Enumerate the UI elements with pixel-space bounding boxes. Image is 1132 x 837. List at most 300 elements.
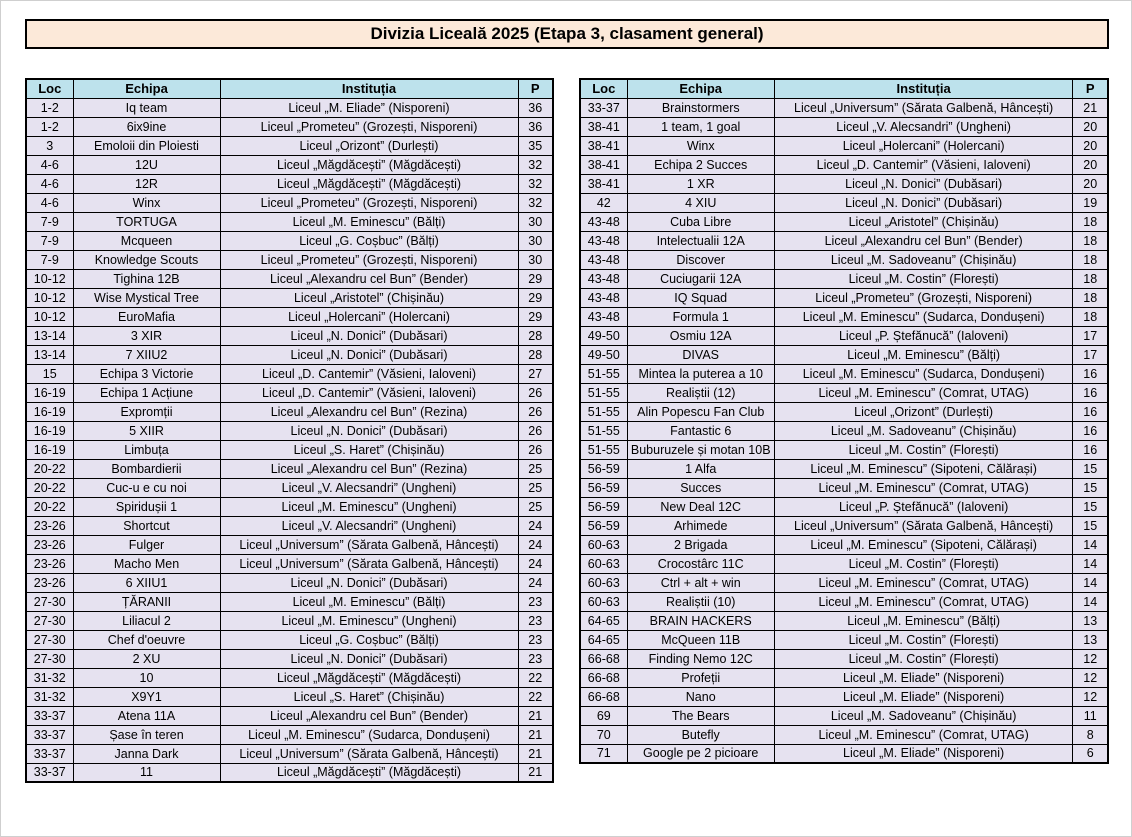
cell-loc: 27-30 bbox=[26, 592, 73, 611]
cell-p: 25 bbox=[518, 459, 553, 478]
table-row bbox=[26, 573, 553, 592]
cell-p: 14 bbox=[1073, 592, 1108, 611]
cell-p: 8 bbox=[1073, 725, 1108, 744]
cell-institutia: Liceul „Măgdăcești” (Măgdăcești) bbox=[220, 174, 518, 193]
cell-loc: 33-37 bbox=[26, 763, 73, 782]
cell-loc: 13-14 bbox=[26, 345, 73, 364]
cell-echipa: Fulger bbox=[73, 535, 220, 554]
cell-loc: 7-9 bbox=[26, 250, 73, 269]
cell-echipa: 5 XIIR bbox=[73, 421, 220, 440]
cell-loc: 1-2 bbox=[26, 98, 73, 117]
cell-p: 18 bbox=[1073, 269, 1108, 288]
cell-loc: 38-41 bbox=[580, 117, 627, 136]
cell-institutia: Liceul „V. Alecsandri” (Ungheni) bbox=[220, 478, 518, 497]
table-row bbox=[26, 668, 553, 687]
cell-p: 25 bbox=[518, 478, 553, 497]
cell-echipa: Cuba Libre bbox=[627, 212, 774, 231]
cell-echipa: Expromții bbox=[73, 402, 220, 421]
cell-loc: 13-14 bbox=[26, 326, 73, 345]
cell-institutia: Liceul „Măgdăcești” (Măgdăcești) bbox=[220, 155, 518, 174]
cell-p: 36 bbox=[518, 98, 553, 117]
cell-p: 18 bbox=[1073, 307, 1108, 326]
table-row bbox=[580, 573, 1108, 592]
table-row bbox=[580, 250, 1108, 269]
cell-echipa: Macho Men bbox=[73, 554, 220, 573]
cell-echipa: DIVAS bbox=[627, 345, 774, 364]
cell-echipa: Winx bbox=[627, 136, 774, 155]
cell-loc: 27-30 bbox=[26, 611, 73, 630]
cell-institutia: Liceul „P. Ștefănucă” (Ialoveni) bbox=[774, 497, 1073, 516]
cell-p: 21 bbox=[518, 744, 553, 763]
cell-echipa: Nano bbox=[627, 687, 774, 706]
cell-institutia: Liceul „M. Sadoveanu” (Chișinău) bbox=[774, 706, 1073, 725]
cell-p: 16 bbox=[1073, 402, 1108, 421]
cell-institutia: Liceul „Măgdăcești” (Măgdăcești) bbox=[220, 668, 518, 687]
cell-loc: 15 bbox=[26, 364, 73, 383]
table-row bbox=[26, 554, 553, 573]
table-row bbox=[580, 212, 1108, 231]
cell-echipa: Arhimede bbox=[627, 516, 774, 535]
cell-p: 17 bbox=[1073, 326, 1108, 345]
table-row bbox=[26, 174, 553, 193]
table-row bbox=[580, 402, 1108, 421]
cell-loc: 66-68 bbox=[580, 649, 627, 668]
cell-loc: 56-59 bbox=[580, 497, 627, 516]
cell-p: 22 bbox=[518, 687, 553, 706]
cell-institutia: Liceul „G. Coșbuc” (Bălți) bbox=[220, 630, 518, 649]
cell-institutia: Liceul „M. Eliade” (Nisporeni) bbox=[774, 687, 1073, 706]
cell-echipa: Google pe 2 picioare bbox=[627, 744, 774, 763]
table-row bbox=[580, 307, 1108, 326]
cell-institutia: Liceul „M. Eminescu” (Comrat, UTAG) bbox=[774, 573, 1073, 592]
cell-p: 24 bbox=[518, 554, 553, 573]
cell-loc: 16-19 bbox=[26, 383, 73, 402]
table-row bbox=[580, 497, 1108, 516]
cell-institutia: Liceul „Universum” (Sărata Galbenă, Hâncești) bbox=[220, 554, 518, 573]
cell-p: 14 bbox=[1073, 573, 1108, 592]
table-row bbox=[580, 516, 1108, 535]
table-row bbox=[26, 516, 553, 535]
cell-institutia: Liceul „N. Donici” (Dubăsari) bbox=[774, 193, 1073, 212]
cell-institutia: Liceul „M. Costin” (Florești) bbox=[774, 440, 1073, 459]
cell-loc: 64-65 bbox=[580, 611, 627, 630]
cell-loc: 10-12 bbox=[26, 288, 73, 307]
cell-loc: 42 bbox=[580, 193, 627, 212]
cell-echipa: 7 XIIU2 bbox=[73, 345, 220, 364]
cell-p: 26 bbox=[518, 383, 553, 402]
cell-loc: 38-41 bbox=[580, 155, 627, 174]
table-row bbox=[580, 554, 1108, 573]
cell-echipa: Realiștii (10) bbox=[627, 592, 774, 611]
cell-p: 16 bbox=[1073, 440, 1108, 459]
cell-echipa: Fantastic 6 bbox=[627, 421, 774, 440]
table-row bbox=[26, 649, 553, 668]
cell-institutia: Liceul „V. Alecsandri” (Ungheni) bbox=[774, 117, 1073, 136]
table-row bbox=[26, 288, 553, 307]
cell-institutia: Liceul „M. Sadoveanu” (Chișinău) bbox=[774, 250, 1073, 269]
table-row bbox=[580, 649, 1108, 668]
table-row bbox=[580, 193, 1108, 212]
cell-echipa: 1 Alfa bbox=[627, 459, 774, 478]
cell-institutia: Liceul „M. Eminescu” (Sudarca, Dondușeni) bbox=[774, 307, 1073, 326]
cell-loc: 1-2 bbox=[26, 117, 73, 136]
cell-p: 21 bbox=[518, 706, 553, 725]
cell-p: 20 bbox=[1073, 174, 1108, 193]
cell-echipa: Cuciugarii 12A bbox=[627, 269, 774, 288]
cell-institutia: Liceul „N. Donici” (Dubăsari) bbox=[774, 174, 1073, 193]
cell-institutia: Liceul „Orizont” (Durlești) bbox=[774, 402, 1073, 421]
cell-p: 24 bbox=[518, 573, 553, 592]
cell-institutia: Liceul „M. Costin” (Florești) bbox=[774, 269, 1073, 288]
cell-institutia: Liceul „Holercani” (Holercani) bbox=[774, 136, 1073, 155]
cell-echipa: Cuc-u e cu noi bbox=[73, 478, 220, 497]
table-row bbox=[580, 231, 1108, 250]
cell-loc: 4-6 bbox=[26, 155, 73, 174]
cell-p: 29 bbox=[518, 307, 553, 326]
cell-loc: 20-22 bbox=[26, 497, 73, 516]
cell-institutia: Liceul „Universum” (Sărata Galbenă, Hâncești) bbox=[220, 535, 518, 554]
cell-institutia: Liceul „Universum” (Sărata Galbenă, Hâncești) bbox=[220, 744, 518, 763]
table-row bbox=[580, 136, 1108, 155]
cell-p: 26 bbox=[518, 421, 553, 440]
table-row bbox=[580, 535, 1108, 554]
cell-echipa: TORTUGA bbox=[73, 212, 220, 231]
cell-p: 30 bbox=[518, 231, 553, 250]
cell-echipa: 10 bbox=[73, 668, 220, 687]
cell-echipa: Mintea la puterea a 10 bbox=[627, 364, 774, 383]
table-row bbox=[580, 592, 1108, 611]
table-row bbox=[26, 364, 553, 383]
cell-loc: 69 bbox=[580, 706, 627, 725]
cell-institutia: Liceul „M. Eminescu” (Sudarca, Dondușeni) bbox=[220, 725, 518, 744]
cell-loc: 51-55 bbox=[580, 440, 627, 459]
cell-institutia: Liceul „M. Eminescu” (Sipoteni, Călărași) bbox=[774, 535, 1073, 554]
table-row bbox=[26, 706, 553, 725]
table-row bbox=[26, 250, 553, 269]
cell-echipa: Alin Popescu Fan Club bbox=[627, 402, 774, 421]
cell-loc: 33-37 bbox=[26, 744, 73, 763]
table-row bbox=[580, 269, 1108, 288]
table-row bbox=[26, 440, 553, 459]
cell-p: 13 bbox=[1073, 630, 1108, 649]
cell-echipa: Realiștii (12) bbox=[627, 383, 774, 402]
cell-echipa: 11 bbox=[73, 763, 220, 782]
cell-loc: 20-22 bbox=[26, 459, 73, 478]
cell-loc: 4-6 bbox=[26, 174, 73, 193]
cell-institutia: Liceul „Holercani” (Holercani) bbox=[220, 307, 518, 326]
cell-p: 23 bbox=[518, 611, 553, 630]
table-row bbox=[26, 478, 553, 497]
cell-echipa: Profeții bbox=[627, 668, 774, 687]
cell-institutia: Liceul „N. Donici” (Dubăsari) bbox=[220, 421, 518, 440]
cell-loc: 7-9 bbox=[26, 212, 73, 231]
cell-loc: 70 bbox=[580, 725, 627, 744]
cell-institutia: Liceul „M. Eminescu” (Comrat, UTAG) bbox=[774, 383, 1073, 402]
cell-loc: 60-63 bbox=[580, 535, 627, 554]
cell-institutia: Liceul „M. Eminescu” (Bălți) bbox=[774, 345, 1073, 364]
cell-echipa: BRAIN HACKERS bbox=[627, 611, 774, 630]
cell-institutia: Liceul „N. Donici” (Dubăsari) bbox=[220, 326, 518, 345]
cell-echipa: ȚĂRANII bbox=[73, 592, 220, 611]
cell-p: 26 bbox=[518, 402, 553, 421]
cell-loc: 60-63 bbox=[580, 554, 627, 573]
cell-echipa: IQ Squad bbox=[627, 288, 774, 307]
column-header-p: P bbox=[1073, 79, 1108, 98]
cell-loc: 33-37 bbox=[26, 706, 73, 725]
cell-loc: 66-68 bbox=[580, 668, 627, 687]
cell-loc: 43-48 bbox=[580, 307, 627, 326]
cell-echipa: 6ix9ine bbox=[73, 117, 220, 136]
cell-institutia: Liceul „Orizont” (Durlești) bbox=[220, 136, 518, 155]
cell-loc: 27-30 bbox=[26, 649, 73, 668]
cell-p: 18 bbox=[1073, 250, 1108, 269]
cell-loc: 66-68 bbox=[580, 687, 627, 706]
column-header-p: P bbox=[518, 79, 553, 98]
table-row bbox=[26, 630, 553, 649]
cell-p: 23 bbox=[518, 592, 553, 611]
table-row bbox=[26, 402, 553, 421]
cell-institutia: Liceul „Prometeu” (Grozești, Nisporeni) bbox=[220, 117, 518, 136]
cell-echipa: Liliacul 2 bbox=[73, 611, 220, 630]
cell-loc: 49-50 bbox=[580, 326, 627, 345]
cell-p: 24 bbox=[518, 516, 553, 535]
table-row bbox=[26, 687, 553, 706]
cell-p: 30 bbox=[518, 212, 553, 231]
cell-echipa: 12R bbox=[73, 174, 220, 193]
cell-p: 24 bbox=[518, 535, 553, 554]
cell-echipa: Knowledge Scouts bbox=[73, 250, 220, 269]
cell-echipa: Discover bbox=[627, 250, 774, 269]
cell-loc: 71 bbox=[580, 744, 627, 763]
column-header-loc: Loc bbox=[26, 79, 73, 98]
cell-loc: 33-37 bbox=[26, 725, 73, 744]
cell-p: 18 bbox=[1073, 288, 1108, 307]
cell-loc: 43-48 bbox=[580, 212, 627, 231]
cell-echipa: Spiridușii 1 bbox=[73, 497, 220, 516]
cell-loc: 56-59 bbox=[580, 516, 627, 535]
cell-echipa: Bombardierii bbox=[73, 459, 220, 478]
cell-echipa: 3 XIR bbox=[73, 326, 220, 345]
cell-p: 20 bbox=[1073, 136, 1108, 155]
cell-institutia: Liceul „Prometeu” (Grozești, Nisporeni) bbox=[220, 193, 518, 212]
cell-institutia: Liceul „G. Coșbuc” (Bălți) bbox=[220, 231, 518, 250]
cell-echipa: Ctrl + alt + win bbox=[627, 573, 774, 592]
cell-p: 12 bbox=[1073, 668, 1108, 687]
table-row bbox=[26, 535, 553, 554]
cell-loc: 51-55 bbox=[580, 421, 627, 440]
cell-p: 27 bbox=[518, 364, 553, 383]
cell-echipa: Iq team bbox=[73, 98, 220, 117]
cell-institutia: Liceul „M. Costin” (Florești) bbox=[774, 649, 1073, 668]
cell-institutia: Liceul „Alexandru cel Bun” (Rezina) bbox=[220, 402, 518, 421]
table-row bbox=[26, 136, 553, 155]
cell-p: 21 bbox=[1073, 98, 1108, 117]
cell-loc: 33-37 bbox=[580, 98, 627, 117]
cell-loc: 43-48 bbox=[580, 269, 627, 288]
cell-p: 32 bbox=[518, 193, 553, 212]
cell-echipa: X9Y1 bbox=[73, 687, 220, 706]
table-row bbox=[580, 155, 1108, 174]
cell-p: 25 bbox=[518, 497, 553, 516]
cell-p: 30 bbox=[518, 250, 553, 269]
table-row bbox=[580, 744, 1108, 763]
cell-p: 15 bbox=[1073, 516, 1108, 535]
table-row bbox=[26, 193, 553, 212]
cell-loc: 60-63 bbox=[580, 573, 627, 592]
cell-institutia: Liceul „M. Eliade” (Nisporeni) bbox=[774, 744, 1073, 763]
cell-institutia: Liceul „N. Donici” (Dubăsari) bbox=[220, 649, 518, 668]
cell-p: 15 bbox=[1073, 497, 1108, 516]
cell-loc: 43-48 bbox=[580, 288, 627, 307]
cell-p: 26 bbox=[518, 440, 553, 459]
cell-p: 12 bbox=[1073, 687, 1108, 706]
cell-echipa: Osmiu 12A bbox=[627, 326, 774, 345]
cell-echipa: Buburuzele și motan 10B bbox=[627, 440, 774, 459]
cell-loc: 38-41 bbox=[580, 136, 627, 155]
table-row bbox=[26, 383, 553, 402]
cell-p: 21 bbox=[518, 763, 553, 782]
cell-institutia: Liceul „M. Eminescu” (Comrat, UTAG) bbox=[774, 725, 1073, 744]
cell-p: 36 bbox=[518, 117, 553, 136]
table-row bbox=[580, 117, 1108, 136]
cell-echipa: Limbuța bbox=[73, 440, 220, 459]
cell-loc: 23-26 bbox=[26, 573, 73, 592]
cell-institutia: Liceul „P. Ștefănucă” (Ialoveni) bbox=[774, 326, 1073, 345]
cell-echipa: 2 XU bbox=[73, 649, 220, 668]
table-row bbox=[26, 744, 553, 763]
cell-echipa: Succes bbox=[627, 478, 774, 497]
cell-institutia: Liceul „M. Costin” (Florești) bbox=[774, 554, 1073, 573]
cell-p: 29 bbox=[518, 269, 553, 288]
column-header-echipa: Echipa bbox=[73, 79, 220, 98]
cell-p: 35 bbox=[518, 136, 553, 155]
cell-loc: 16-19 bbox=[26, 421, 73, 440]
cell-echipa: Mcqueen bbox=[73, 231, 220, 250]
table-row bbox=[580, 725, 1108, 744]
table-row bbox=[26, 611, 553, 630]
cell-institutia: Liceul „M. Costin” (Florești) bbox=[774, 630, 1073, 649]
cell-p: 6 bbox=[1073, 744, 1108, 763]
cell-institutia: Liceul „M. Eminescu” (Ungheni) bbox=[220, 497, 518, 516]
table-row bbox=[26, 459, 553, 478]
cell-p: 32 bbox=[518, 155, 553, 174]
table-row bbox=[26, 307, 553, 326]
cell-p: 15 bbox=[1073, 459, 1108, 478]
column-header-echipa: Echipa bbox=[627, 79, 774, 98]
cell-p: 17 bbox=[1073, 345, 1108, 364]
cell-loc: 16-19 bbox=[26, 402, 73, 421]
table-row bbox=[580, 288, 1108, 307]
table-row bbox=[26, 497, 553, 516]
cell-echipa: Chef d'oeuvre bbox=[73, 630, 220, 649]
cell-p: 23 bbox=[518, 630, 553, 649]
cell-institutia: Liceul „M. Eminescu” (Bălți) bbox=[220, 592, 518, 611]
table-header-row bbox=[580, 79, 1108, 98]
table-row bbox=[26, 117, 553, 136]
cell-echipa: Shortcut bbox=[73, 516, 220, 535]
cell-echipa: Tighina 12B bbox=[73, 269, 220, 288]
table-row bbox=[26, 763, 553, 782]
cell-loc: 10-12 bbox=[26, 269, 73, 288]
cell-echipa: Intelectualii 12A bbox=[627, 231, 774, 250]
cell-echipa: McQueen 11B bbox=[627, 630, 774, 649]
cell-loc: 51-55 bbox=[580, 383, 627, 402]
table-row bbox=[580, 440, 1108, 459]
cell-echipa: 2 Brigada bbox=[627, 535, 774, 554]
cell-p: 28 bbox=[518, 345, 553, 364]
cell-institutia: Liceul „S. Haret” (Chișinău) bbox=[220, 687, 518, 706]
cell-p: 20 bbox=[1073, 117, 1108, 136]
table-row bbox=[580, 383, 1108, 402]
cell-echipa: Formula 1 bbox=[627, 307, 774, 326]
table-row bbox=[580, 478, 1108, 497]
cell-echipa: Brainstormers bbox=[627, 98, 774, 117]
table-row bbox=[26, 326, 553, 345]
cell-p: 19 bbox=[1073, 193, 1108, 212]
cell-institutia: Liceul „N. Donici” (Dubăsari) bbox=[220, 573, 518, 592]
table-row bbox=[580, 98, 1108, 117]
cell-institutia: Liceul „M. Eliade” (Nisporeni) bbox=[220, 98, 518, 117]
cell-loc: 20-22 bbox=[26, 478, 73, 497]
cell-echipa: Winx bbox=[73, 193, 220, 212]
cell-institutia: Liceul „S. Haret” (Chișinău) bbox=[220, 440, 518, 459]
cell-institutia: Liceul „D. Cantemir” (Văsieni, Ialoveni) bbox=[220, 383, 518, 402]
cell-loc: 38-41 bbox=[580, 174, 627, 193]
cell-p: 21 bbox=[518, 725, 553, 744]
table-row bbox=[26, 212, 553, 231]
cell-echipa: EuroMafia bbox=[73, 307, 220, 326]
cell-p: 23 bbox=[518, 649, 553, 668]
cell-institutia: Liceul „N. Donici” (Dubăsari) bbox=[220, 345, 518, 364]
table-row bbox=[580, 326, 1108, 345]
table-row bbox=[26, 421, 553, 440]
column-header-loc: Loc bbox=[580, 79, 627, 98]
cell-institutia: Liceul „Alexandru cel Bun” (Bender) bbox=[220, 706, 518, 725]
table-row bbox=[26, 98, 553, 117]
table-row bbox=[580, 459, 1108, 478]
cell-institutia: Liceul „Universum” (Sărata Galbenă, Hâncești) bbox=[774, 516, 1073, 535]
table-row bbox=[580, 706, 1108, 725]
cell-p: 18 bbox=[1073, 212, 1108, 231]
cell-p: 22 bbox=[518, 668, 553, 687]
cell-institutia: Liceul „Măgdăcești” (Măgdăcești) bbox=[220, 763, 518, 782]
cell-p: 28 bbox=[518, 326, 553, 345]
cell-p: 14 bbox=[1073, 535, 1108, 554]
cell-loc: 51-55 bbox=[580, 364, 627, 383]
cell-institutia: Liceul „M. Eliade” (Nisporeni) bbox=[774, 668, 1073, 687]
standings-table-right bbox=[579, 78, 1109, 764]
cell-echipa: 1 team, 1 goal bbox=[627, 117, 774, 136]
cell-institutia: Liceul „Alexandru cel Bun” (Rezina) bbox=[220, 459, 518, 478]
cell-echipa: Crocostârc 11C bbox=[627, 554, 774, 573]
table-row bbox=[580, 611, 1108, 630]
cell-p: 20 bbox=[1073, 155, 1108, 174]
cell-p: 14 bbox=[1073, 554, 1108, 573]
cell-institutia: Liceul „Universum” (Sărata Galbenă, Hâncești) bbox=[774, 98, 1073, 117]
cell-echipa: Finding Nemo 12C bbox=[627, 649, 774, 668]
cell-loc: 23-26 bbox=[26, 516, 73, 535]
cell-loc: 43-48 bbox=[580, 231, 627, 250]
table-header-row bbox=[26, 79, 553, 98]
table-row bbox=[26, 155, 553, 174]
cell-institutia: Liceul „M. Eminescu” (Bălți) bbox=[774, 611, 1073, 630]
table-row bbox=[580, 668, 1108, 687]
table-row bbox=[26, 269, 553, 288]
cell-echipa: 6 XIIU1 bbox=[73, 573, 220, 592]
cell-p: 29 bbox=[518, 288, 553, 307]
column-header-institutia: Instituția bbox=[774, 79, 1073, 98]
cell-echipa: Wise Mystical Tree bbox=[73, 288, 220, 307]
